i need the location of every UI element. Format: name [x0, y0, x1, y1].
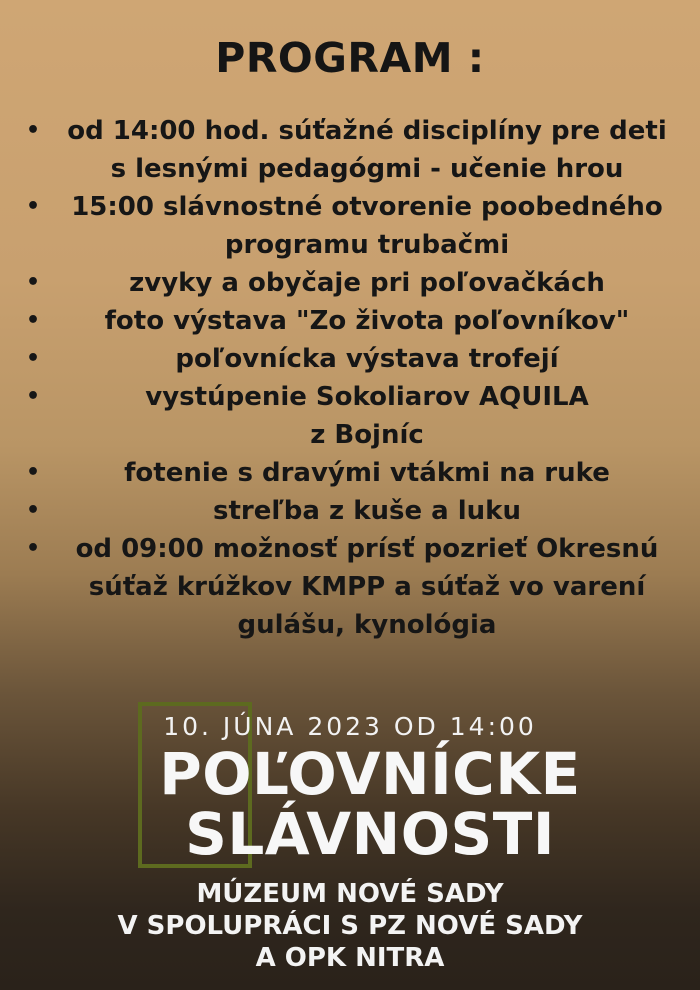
bullet-icon: • [26, 498, 41, 523]
organizer-line: A OPK NITRA [255, 943, 445, 973]
program-item-line: od 09:00 možnosť prísť pozrieť Okresnú [75, 534, 659, 564]
bullet-icon: • [26, 460, 41, 485]
program-item-line: s lesnými pedagógmi - učenie hrou [110, 154, 624, 184]
program-item-line: vystúpenie Sokoliarov AQUILA [145, 382, 589, 412]
program-item [22, 378, 682, 454]
bullet-icon: • [26, 346, 41, 371]
program-item-line: zvyky a obyčaje pri poľovačkách [129, 268, 605, 298]
bullet-icon: • [26, 536, 41, 561]
bullet-icon: • [26, 308, 41, 333]
organizer-line: MÚZEUM NOVÉ SADY [196, 879, 504, 909]
program-item-line: gulášu, kynológia [237, 610, 497, 640]
program-item-line: z Bojníc [310, 420, 424, 450]
event-title-line: SLÁVNOSTI [185, 800, 555, 868]
event-date: 10. JÚNA 2023 OD 14:00 [163, 712, 537, 741]
organizers [0, 878, 700, 974]
program-item [22, 302, 682, 340]
event-title [0, 740, 700, 868]
bullet-icon: • [26, 194, 41, 219]
program-item-line: 15:00 slávnostné otvorenie poobedného [71, 192, 663, 222]
program-item-line: streľba z kuše a luku [212, 496, 521, 526]
program-list [22, 112, 682, 644]
program-item [22, 530, 682, 644]
program-item [22, 492, 682, 530]
program-item [22, 340, 682, 378]
program-item [22, 188, 682, 264]
bullet-icon: • [26, 384, 41, 409]
program-item [22, 264, 682, 302]
bullet-icon: • [26, 270, 41, 295]
program-item-line: foto výstava "Zo života poľovníkov" [104, 306, 630, 336]
program-item [22, 454, 682, 492]
organizer-line: V SPOLUPRÁCI S PZ NOVÉ SADY [117, 911, 583, 941]
program-item-line: od 14:00 hod. súťažné disciplíny pre deti [67, 116, 667, 146]
event-title-line: POĽOVNÍCKE [159, 740, 581, 808]
program-item-line: poľovnícka výstava trofejí [175, 344, 559, 374]
bullet-icon: • [26, 118, 41, 143]
program-title: PROGRAM : [215, 34, 485, 82]
program-item-line: súťaž krúžkov KMPP a súťaž vo varení [88, 572, 646, 602]
program-item [22, 112, 682, 188]
program-item-line: fotenie s dravými vtákmi na ruke [124, 458, 610, 488]
program-item-line: programu trubačmi [224, 230, 510, 260]
